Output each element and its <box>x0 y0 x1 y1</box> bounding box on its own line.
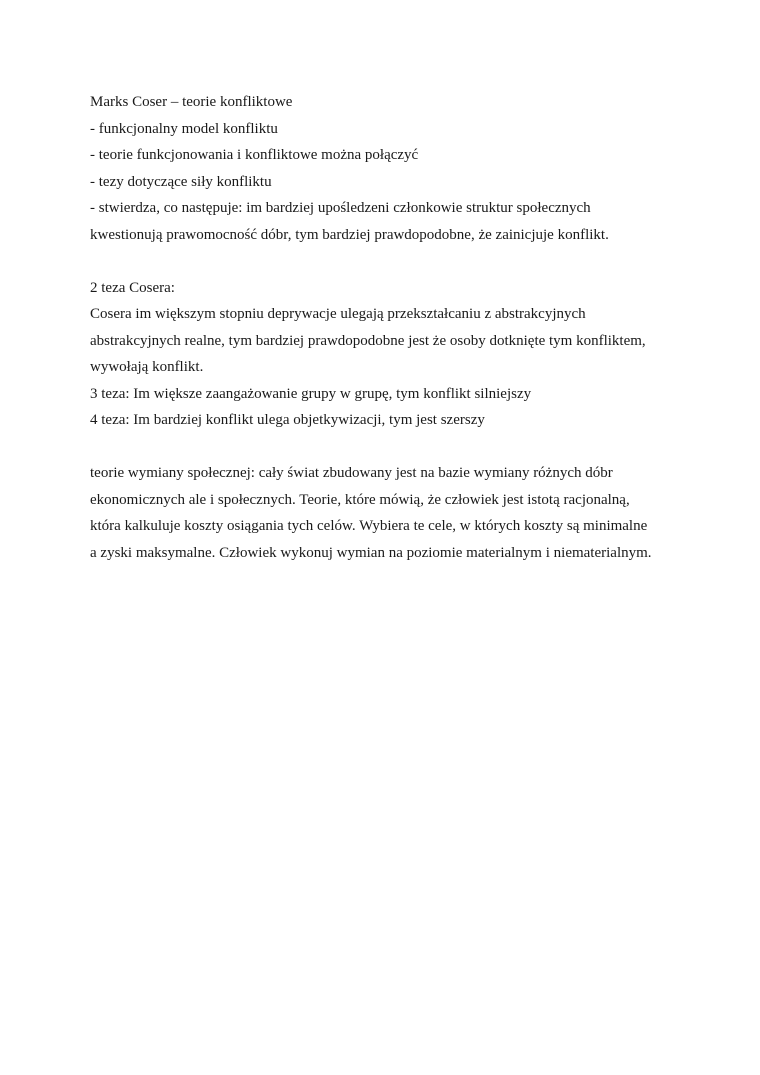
section-social-exchange-theory <box>90 460 710 566</box>
paragraph-spacer <box>90 248 710 275</box>
section-title: Marks Coser – teorie konfliktowe <box>90 94 293 110</box>
bullet-item: - stwierdza, co następuje: im bardziej upośledzeni członkowie struktur społecznych <box>90 200 591 216</box>
section-coser-theses <box>90 275 710 434</box>
paragraph-spacer <box>90 434 710 461</box>
thesis-item: 4 teza: Im bardziej konflikt ulega objetkywizacji, tym jest szerszy <box>90 412 485 428</box>
section-heading: 2 teza Cosera: <box>90 279 175 296</box>
section-coser-conflict-theories <box>90 89 710 248</box>
paragraph-line: Cosera im większym stopniu deprywacje ulegają przekształcaniu z abstrakcyjnych <box>90 306 586 322</box>
thesis-item: 3 teza: Im większe zaangażowanie grupy w grupę, tym konflikt silniejszy <box>90 385 532 402</box>
paragraph-line: abstrakcyjnych realne, tym bardziej prawdopodobne jest że osoby dotknięte tym konfliktem, <box>90 332 646 349</box>
bullet-item: - teorie funkcjonowania i konfliktowe można połączyć <box>90 147 419 163</box>
bullet-item: - tezy dotyczące siły konfliktu <box>90 173 272 190</box>
paragraph-line: a zyski maksymalne. Człowiek wykonuj wymian na poziomie materialnym i niematerialnym. <box>90 544 652 561</box>
paragraph-line: teorie wymiany społecznej: cały świat zbudowany jest na bazie wymiany różnych dóbr <box>90 465 613 481</box>
paragraph-line: kwestionują prawomocność dóbr, tym bardziej prawdopodobne, że zainicjuje konflikt. <box>90 226 609 243</box>
document-body <box>90 89 710 566</box>
paragraph-line: wywołają konflikt. <box>90 359 204 375</box>
paragraph-line: ekonomicznych ale i społecznych. Teorie, które mówią, że człowiek jest istotą racjonalną, <box>90 491 630 508</box>
paragraph-line: która kalkuluje koszty osiągania tych celów. Wybiera te cele, w których koszty są minimalne <box>90 518 648 534</box>
bullet-item: - funkcjonalny model konfliktu <box>90 120 278 137</box>
